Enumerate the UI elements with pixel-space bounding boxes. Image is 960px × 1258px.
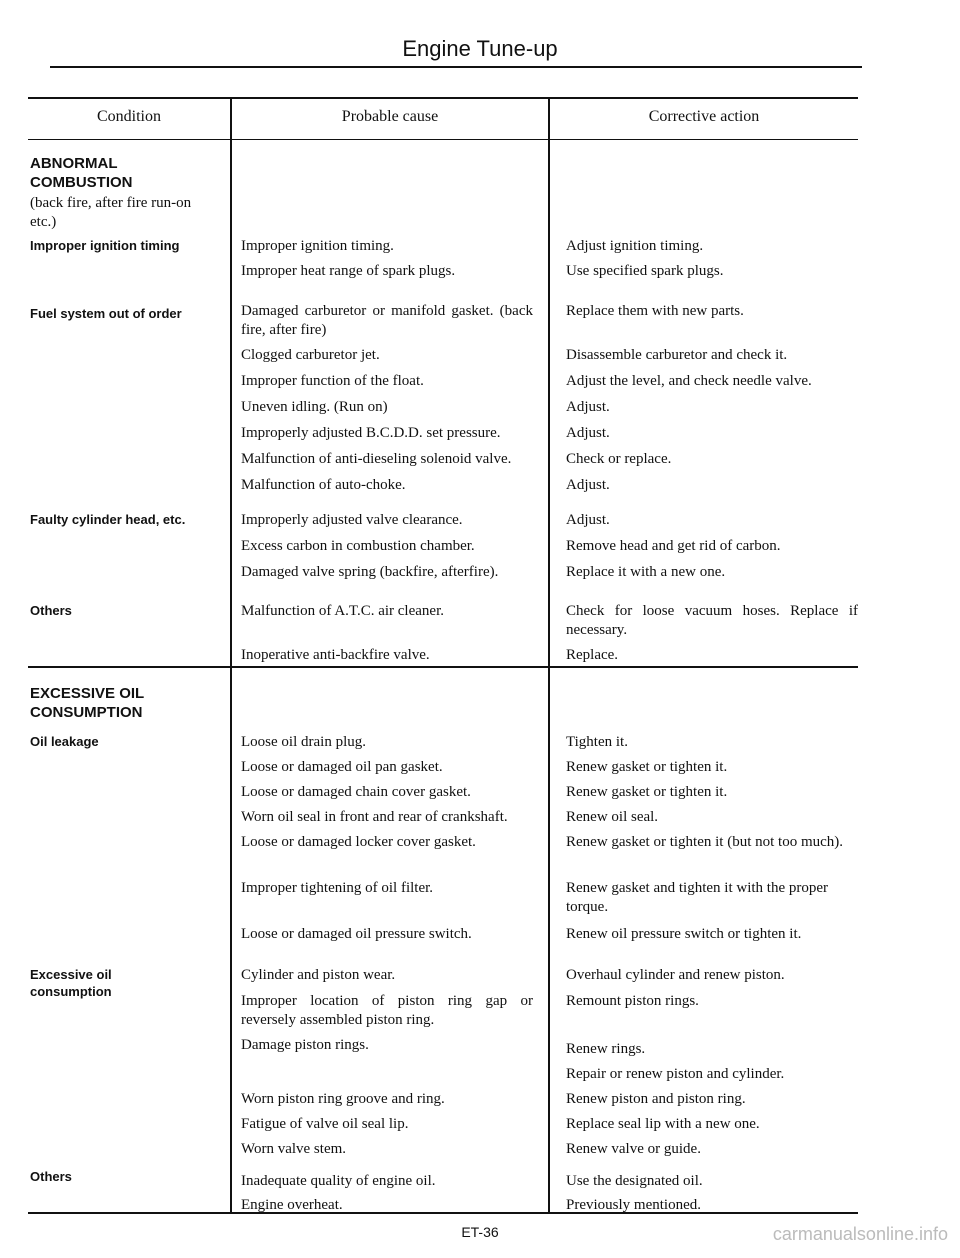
condition-label: Others bbox=[30, 603, 72, 618]
cause-item: Improper ignition timing. bbox=[241, 238, 394, 254]
action-item: Previously mentioned. bbox=[566, 1197, 701, 1213]
action-item: Use specified spark plugs. bbox=[566, 263, 724, 279]
action-item: Adjust. bbox=[566, 399, 610, 415]
action-item: Adjust. bbox=[566, 425, 610, 441]
header-corrective-action: Corrective action bbox=[648, 108, 760, 125]
condition-label: Others bbox=[30, 1169, 72, 1184]
section-note: (back fire, after fire run-on etc.) bbox=[30, 195, 192, 230]
action-item: Check or replace. bbox=[566, 451, 672, 467]
condition-label: Improper ignition timing bbox=[30, 238, 180, 253]
action-item: Disassemble carburetor and check it. bbox=[566, 347, 788, 363]
action-item: Renew gasket or tighten it (but not too much). bbox=[566, 834, 844, 850]
cause-item: Uneven idling. (Run on) bbox=[241, 399, 388, 415]
action-item: Renew oil seal. bbox=[566, 809, 659, 825]
cause-item: Loose or damaged oil pan gasket. bbox=[241, 759, 443, 775]
cause-item: Loose or damaged locker cover gasket. bbox=[241, 834, 476, 850]
column-divider-2 bbox=[548, 97, 550, 1214]
title-rule bbox=[50, 66, 862, 68]
page-number: ET-36 bbox=[461, 1224, 499, 1240]
action-item: Use the designated oil. bbox=[566, 1173, 703, 1189]
cause-item: Fatigue of valve oil seal lip. bbox=[241, 1116, 409, 1132]
action-item: Remove head and get rid of carbon. bbox=[566, 538, 781, 554]
action-item: Check for loose vacuum hoses. Replace if necessary. bbox=[566, 603, 858, 638]
cause-item: Clogged carburetor jet. bbox=[241, 347, 380, 363]
action-item: Overhaul cylinder and renew piston. bbox=[566, 967, 785, 983]
action-item: Remount piston rings. bbox=[566, 993, 699, 1009]
cause-item: Inadequate quality of engine oil. bbox=[241, 1173, 436, 1189]
action-item: Adjust ignition timing. bbox=[566, 238, 704, 254]
cause-item: Malfunction of anti-dieseling solenoid valve. bbox=[241, 451, 512, 467]
condition-label: Fuel system out of order bbox=[30, 306, 182, 321]
header-condition: Condition bbox=[96, 108, 161, 125]
header-bottom-rule bbox=[28, 139, 858, 140]
action-item: Replace them with new parts. bbox=[566, 303, 744, 319]
cause-item: Malfunction of auto-choke. bbox=[241, 477, 406, 493]
table-top-rule bbox=[28, 97, 858, 99]
condition-label: Faulty cylinder head, etc. bbox=[30, 512, 186, 527]
action-item: Renew oil pressure switch or tighten it. bbox=[566, 926, 802, 942]
action-item: Tighten it. bbox=[566, 734, 628, 750]
cause-item: Damaged valve spring (backfire, afterfire). bbox=[241, 564, 499, 580]
action-item: Repair or renew piston and cylinder. bbox=[566, 1066, 785, 1082]
cause-item: Improper location of piston ring gap or reversely assembled piston ring. bbox=[241, 993, 533, 1028]
section-heading: COMBUSTION bbox=[30, 174, 133, 191]
cause-item: Damage piston rings. bbox=[241, 1037, 369, 1053]
cause-item: Improper heat range of spark plugs. bbox=[241, 263, 456, 279]
watermark: carmanualsonline.info bbox=[772, 1224, 948, 1244]
action-item: Replace seal lip with a new one. bbox=[566, 1116, 760, 1132]
section-heading: CONSUMPTION bbox=[30, 704, 143, 721]
action-item: Renew gasket and tighten it with the proper torque. bbox=[566, 880, 829, 915]
section-heading: EXCESSIVE OIL bbox=[30, 685, 145, 702]
cause-item: Worn piston ring groove and ring. bbox=[241, 1091, 445, 1107]
cause-item: Improper function of the float. bbox=[241, 373, 424, 389]
action-item: Renew gasket or tighten it. bbox=[566, 784, 728, 800]
cause-item: Worn valve stem. bbox=[241, 1141, 347, 1157]
cause-item: Improperly adjusted B.C.D.D. set pressure. bbox=[241, 425, 501, 441]
action-item: Adjust. bbox=[566, 477, 610, 493]
section-divider-rule bbox=[28, 666, 858, 668]
action-item: Replace it with a new one. bbox=[566, 564, 726, 580]
header-probable-cause: Probable cause bbox=[341, 108, 439, 125]
condition-label: Excessive oil consumption bbox=[30, 967, 112, 999]
action-item: Adjust. bbox=[566, 512, 610, 528]
action-item: Adjust the level, and check needle valve. bbox=[566, 373, 812, 389]
cause-item: Damaged carburetor or manifold gasket. (back fire, after fire) bbox=[241, 303, 533, 338]
cause-item: Malfunction of A.T.C. air cleaner. bbox=[241, 603, 444, 619]
action-item: Renew piston and piston ring. bbox=[566, 1091, 746, 1107]
cause-item: Improper tightening of oil filter. bbox=[241, 880, 434, 896]
cause-item: Inoperative anti-backfire valve. bbox=[241, 647, 430, 663]
action-item: Replace. bbox=[566, 647, 619, 663]
cause-item: Loose oil drain plug. bbox=[241, 734, 366, 750]
cause-item: Loose or damaged chain cover gasket. bbox=[241, 784, 471, 800]
cause-item: Loose or damaged oil pressure switch. bbox=[241, 926, 472, 942]
cause-item: Engine overheat. bbox=[241, 1197, 343, 1213]
section-heading: ABNORMAL bbox=[30, 155, 118, 172]
column-divider-1 bbox=[230, 97, 232, 1214]
action-item: Renew valve or guide. bbox=[566, 1141, 701, 1157]
action-item: Renew rings. bbox=[566, 1041, 646, 1057]
condition-label: Oil leakage bbox=[30, 734, 99, 749]
action-item: Renew gasket or tighten it. bbox=[566, 759, 728, 775]
cause-item: Cylinder and piston wear. bbox=[241, 967, 396, 983]
cause-item: Excess carbon in combustion chamber. bbox=[241, 538, 475, 554]
page-title: Engine Tune-up bbox=[402, 36, 558, 61]
cause-item: Worn oil seal in front and rear of crankshaft. bbox=[241, 809, 508, 825]
cause-item: Improperly adjusted valve clearance. bbox=[241, 512, 463, 528]
